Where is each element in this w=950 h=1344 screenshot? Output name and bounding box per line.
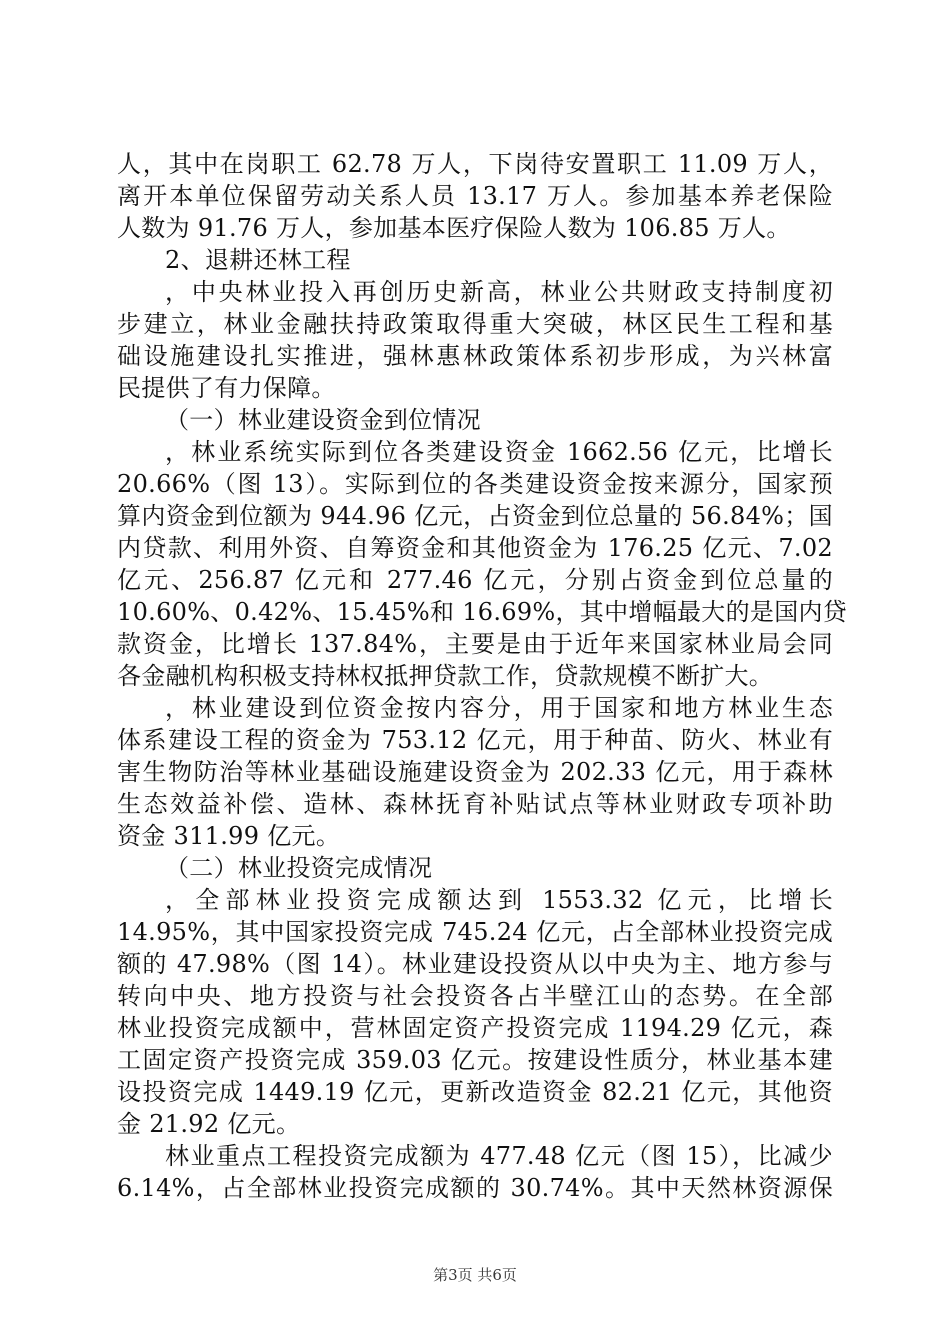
text-line: 金 21.92 亿元。 xyxy=(117,1110,301,1138)
section-heading-retire-farmland: 2、退耕还林工程 xyxy=(165,246,351,274)
text-line: 害生物防治等林业基础设施建设资金为 202.33 亿元，用于森林 xyxy=(117,758,833,786)
text-line: ，林业系统实际到位各类建设资金 1662.56 亿元，比增长 xyxy=(165,438,833,466)
paragraph-central-investment xyxy=(117,276,833,404)
text-line: 额的 47.98%（图 14）。林业建设投资从以中央为主、地方参与 xyxy=(117,950,833,978)
section-heading-investment-completed: （二）林业投资完成情况 xyxy=(165,854,433,882)
text-line: 离开本单位保留劳动关系人员 13.17 万人。参加基本养老保险 xyxy=(117,182,833,210)
text-line: 础设施建设扎实推进，强林惠林政策体系初步形成，为兴林富 xyxy=(117,342,833,370)
text-line: ，全部林业投资完成额达到 1553.32 亿元，比增长 xyxy=(165,886,833,914)
paragraph-investment-completed xyxy=(117,884,833,1140)
section-heading-funds-in-place: （一）林业建设资金到位情况 xyxy=(165,406,481,434)
text-line: 各金融机构积极支持林权抵押贷款工作，贷款规模不断扩大。 xyxy=(117,662,774,690)
text-line: 款资金，比增长 137.84%，主要是由于近年来国家林业局会同 xyxy=(117,630,833,658)
paragraph-key-projects xyxy=(117,1140,833,1204)
text-line: 14.95%，其中国家投资完成 745.24 亿元，占全部林业投资完成 xyxy=(117,918,833,946)
text-line: 工固定资产投资完成 359.03 亿元。按建设性质分，林业基本建 xyxy=(117,1046,833,1074)
text-line: 6.14%，占全部林业投资完成额的 30.74%。其中天然林资源保 xyxy=(117,1174,833,1202)
text-line: 20.66%（图 13）。实际到位的各类建设资金按来源分，国家预 xyxy=(117,470,833,498)
text-line: 设投资完成 1449.19 亿元，更新改造资金 82.21 亿元，其他资 xyxy=(117,1078,833,1106)
text-line: ，中央林业投入再创历史新高，林业公共财政支持制度初 xyxy=(165,278,833,306)
text-line: 10.60%、0.42%、15.45%和 16.69%，其中增幅最大的是国内贷 xyxy=(117,598,848,626)
text-line: 人，其中在岗职工 62.78 万人，下岗待安置职工 11.09 万人， xyxy=(117,150,833,178)
text-line: 算内资金到位额为 944.96 亿元，占资金到位总量的 56.84%；国 xyxy=(117,502,833,530)
text-line: 林业投资完成额中，营林固定资产投资完成 1194.29 亿元，森 xyxy=(117,1014,833,1042)
text-line: 内贷款、利用外资、自筹资金和其他资金为 176.25 亿元、7.02 xyxy=(117,534,833,562)
paragraph-employees xyxy=(117,148,833,244)
text-line: 体系建设工程的资金为 753.12 亿元，用于种苗、防火、林业有 xyxy=(117,726,833,754)
text-line: 生态效益补偿、造林、森林抚育补贴试点等林业财政专项补助 xyxy=(117,790,833,818)
paragraph-funds-by-content xyxy=(117,692,833,852)
page-number-footer: 第3页 共6页 xyxy=(433,1266,517,1284)
text-line: ，林业建设到位资金按内容分，用于国家和地方林业生态 xyxy=(165,694,833,722)
text-line: 步建立，林业金融扶持政策取得重大突破，林区民生工程和基 xyxy=(117,310,833,338)
text-line: 资金 311.99 亿元。 xyxy=(117,822,341,850)
paragraph-funds-by-source xyxy=(117,436,848,692)
text-line: 亿元、256.87 亿元和 277.46 亿元，分别占资金到位总量的 xyxy=(117,566,833,594)
text-line: 林业重点工程投资完成额为 477.48 亿元（图 15），比减少 xyxy=(165,1142,833,1170)
text-line: 人数为 91.76 万人，参加基本医疗保险人数为 106.85 万人。 xyxy=(117,214,791,242)
text-line: 转向中央、地方投资与社会投资各占半壁江山的态势。在全部 xyxy=(117,982,833,1010)
document-page xyxy=(117,148,848,1204)
text-line: 民提供了有力保障。 xyxy=(117,374,336,402)
